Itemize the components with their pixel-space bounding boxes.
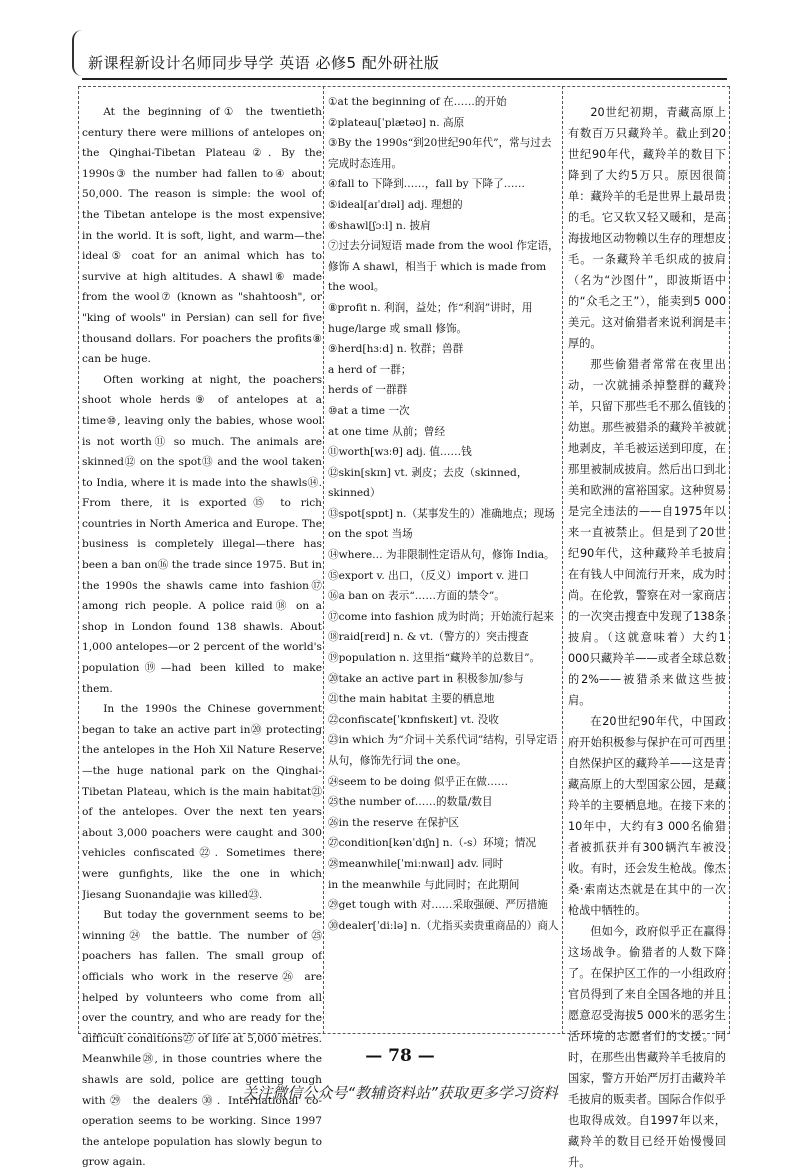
column-divider-2 — [562, 86, 563, 1034]
page-header-title: 新课程新设计名师同步导学 英语 必修5 配外研社版 — [88, 54, 440, 72]
note: ④fall to 下降到……，fall by 下降了…… — [328, 178, 525, 191]
note: ⑯a ban on 表示“……方面的禁令”。 — [328, 590, 505, 603]
note: ㉕the number of……的数量/数目 — [328, 796, 493, 809]
note: in the meanwhile 与此同时；在此期间 — [328, 878, 520, 891]
note: ⑱raid[reɪd] n. & vt.（警方的）突击搜查 — [328, 631, 529, 644]
note: a herd of 一群； — [328, 363, 412, 376]
passage-paragraph-3: In the 1990s the Chinese government began to take an active part in⑳ protecting the antelopes in the Hoh Xil Nature Reserve—the huge national park on the Qinghai-Tibetan Plateau, which is the main habitat㉑ of the antelopes. Over the next ten years about 3,000 poachers were caught and 300 vehicles confiscated㉒. Sometimes there were gunfights, like the one in which Jiesang Suonandajie was killed㉓. — [82, 703, 322, 901]
note: ⑨herd[hɜːd] n. 牧群；兽群 — [328, 343, 464, 356]
note: ⑲population n. 这里指“藏羚羊的总数目”。 — [328, 652, 541, 665]
translation-paragraph-2: 那些偷猎者常常在夜里出动，一次就捕杀掉整群的藏羚羊，只留下那些毛不那么值钱的幼崽。那些被猎杀的藏羚羊被就地剥皮，羊毛被运送到印度，在那里被制成披肩。然后出口到北美和欧洲的富裕国家。这种贸易是完全违法的——自1975年以来一直被禁止。但是到了20世纪90年代，这种藏羚羊毛披肩在有钱人中间流行开来，成为时尚。在伦敦，警察在对一家商店的一次突击搜查中发现了138条披肩。（这就意味着）大约1 000只藏羚羊——或者全球总数的2%——被猎杀来做这些披肩。 — [568, 358, 726, 707]
chinese-translation-column — [568, 92, 726, 1173]
note: ③By the 1990s“到20世纪90年代”，常与过去完成时态连用。 — [328, 137, 552, 170]
header-bracket-decoration — [72, 30, 84, 76]
page-number: — 78 — — [365, 1046, 435, 1066]
translation-paragraph-3: 在20世纪90年代，中国政府开始积极参与保护在可可西里自然保护区的藏羚羊——这是青藏高原上的大型国家公园，是藏羚羊的主要栖息地。在接下来的10年中，大约有3 000名偷猎者被抓获并有300辆汽车被没收。有时，还会发生枪战。像杰桑·索南达杰就是在其中的一次枪战中牺牲的。 — [568, 715, 726, 917]
note: ⑫skin[skɪn] vt. 剥皮；去皮（skinned，skinned） — [328, 466, 528, 500]
note: ㉗condition[kənˈdɪʃn] n.（-s）环境；情况 — [328, 837, 537, 850]
note: ㉒confiscate[ˈkɒnfɪskeɪt] vt. 没收 — [328, 713, 499, 726]
note: ①at the beginning of 在……的开始 — [328, 96, 507, 108]
vocabulary-notes-column — [328, 92, 560, 936]
note: on the spot 当场 — [328, 528, 413, 541]
note: ⑤ideal[aɪˈdɪəl] adj. 理想的 — [328, 198, 463, 211]
note: ⑦过去分词短语 made from the wool 作定语，修饰 A shawl，相当于 which is made from the wool。 — [328, 240, 559, 294]
note: ⑳take an active part in 积极参加/参与 — [328, 672, 524, 685]
translation-paragraph-1: 20世纪初期，青藏高原上有数百万只藏羚羊。截止到20世纪90年代，藏羚羊的数目下降到了大约5万只。原因很简单：藏羚羊的毛是世界上最昂贵的毛。它又软又轻又暖和，是高海拔地区动物赖以生存的理想皮毛。一条藏羚羊毛织成的披肩（名为“沙图什”，即波斯语中的“众毛之王”），能卖到5 000美元。这对偷猎者来说利润是丰厚的。 — [568, 106, 726, 350]
note: ⑩at a time 一次 — [328, 404, 410, 417]
passage-paragraph-1: At the beginning of① the twentieth century there were millions of antelopes on the Qinghai-Tibetan Plateau②. By the 1990s③ the number had fallen to④ about 50,000. The reason is simple: the wool of the Tibetan antelope is the most expensive in the world. It is soft, light, and warm—the ideal⑤ coat for an animal which has to survive at high altitudes. A shawl⑥ made from the wool⑦ (known as "shahtoosh", or "king of wools" in Persian) can sell for five thousand dollars. For poachers the profits⑧ can be huge. — [82, 106, 322, 366]
note: ②plateau[ˈplætəʊ] n. 高原 — [328, 116, 465, 129]
passage-paragraph-4: But today the government seems to be winning㉔ the battle. The number of㉕ poachers has fallen. The small group of officials who work in the reserve㉖ are helped by volunteers who come from all over the country, and who are ready for the difficult conditions㉗ of life at 5,000 metres. Meanwhile㉘, in those countries where the shawls are sold, police are getting tough with㉙ the dealers㉚. International co-operation seems to be working. Since 1997 the antelope population has slowly begun to grow again. — [82, 909, 322, 1169]
note: at one time 从前；曾经 — [328, 425, 446, 438]
note: ㉓in which 为“介词＋关系代词”结构，引导定语从句，修饰先行词 the one。 — [328, 734, 558, 767]
column-divider-1 — [323, 86, 324, 1034]
note: ⑮export v. 出口，（反义）import v. 进口 — [328, 569, 529, 582]
note: ㉑the main habitat 主要的栖息地 — [328, 693, 495, 706]
note: herds of 一群群 — [328, 384, 408, 397]
note: ⑪worth[wɜːθ] adj. 值……钱 — [328, 446, 472, 459]
header-rule — [82, 78, 727, 80]
note: ㉔seem to be doing 似乎正在做…… — [328, 775, 509, 788]
note: ⑬spot[spɒt] n.（某事发生的）准确地点；现场 — [328, 507, 555, 520]
passage-paragraph-2: Often working at night, the poachers shoot whole herds⑨ of antelopes at a time⑩, leaving only the babies, whose wool is not worth⑪ so much. The animals are skinned⑫ on the spot⑬ and the wool taken to India, where it is made into the shawls⑭. From there, it is exported⑮ to rich countries in North America and Europe. The business is completely illegal—there has been a ban on⑯ the trade since 1975. But in the 1990s the shawls came into fashion⑰ among rich people. A police raid⑱ on a shop in London found 138 shawls. About 1,000 antelopes—or 2 percent of the world's population⑲—had been killed to make them. — [82, 373, 322, 695]
note: ㉚dealer[ˈdiːlə] n.（尤指买卖贵重商品的）商人 — [328, 919, 559, 932]
note: ㉙get tough with 对……采取强硬、严厉措施 — [328, 899, 548, 912]
note: ⑰come into fashion 成为时尚；开始流行起来 — [328, 610, 554, 623]
note: ⑭where… 为非限制性定语从句，修饰 India。 — [328, 549, 555, 562]
note: ⑥shawl[ʃɔːl] n. 披肩 — [328, 219, 431, 232]
footer-note: 关注微信公众号“教辅资料站”获取更多学习资料 — [242, 1084, 558, 1102]
english-passage-column — [82, 92, 322, 1173]
note: ㉖in the reserve 在保护区 — [328, 816, 459, 829]
translation-paragraph-4: 但如今，政府似乎正在赢得这场战争。偷猎者的人数下降了。在保护区工作的一小组政府官员得到了来自全国各地的并且愿意忍受海拔5 000米的恶劣生活环境的志愿者们的支援。同时，在那些出售藏羚羊毛披肩的国家，警方开始严厉打击藏羚羊毛披肩的贩卖者。国际合作似乎也取得成效。自1997年以来，藏羚羊的数目已经开始慢慢回升。 — [568, 925, 726, 1169]
note: ⑧profit n. 利润，益处；作“利润”讲时，用 huge/large 或 small 修饰。 — [328, 301, 533, 335]
note: ㉘meanwhile[ˈmiːnwaɪl] adv. 同时 — [328, 857, 504, 870]
